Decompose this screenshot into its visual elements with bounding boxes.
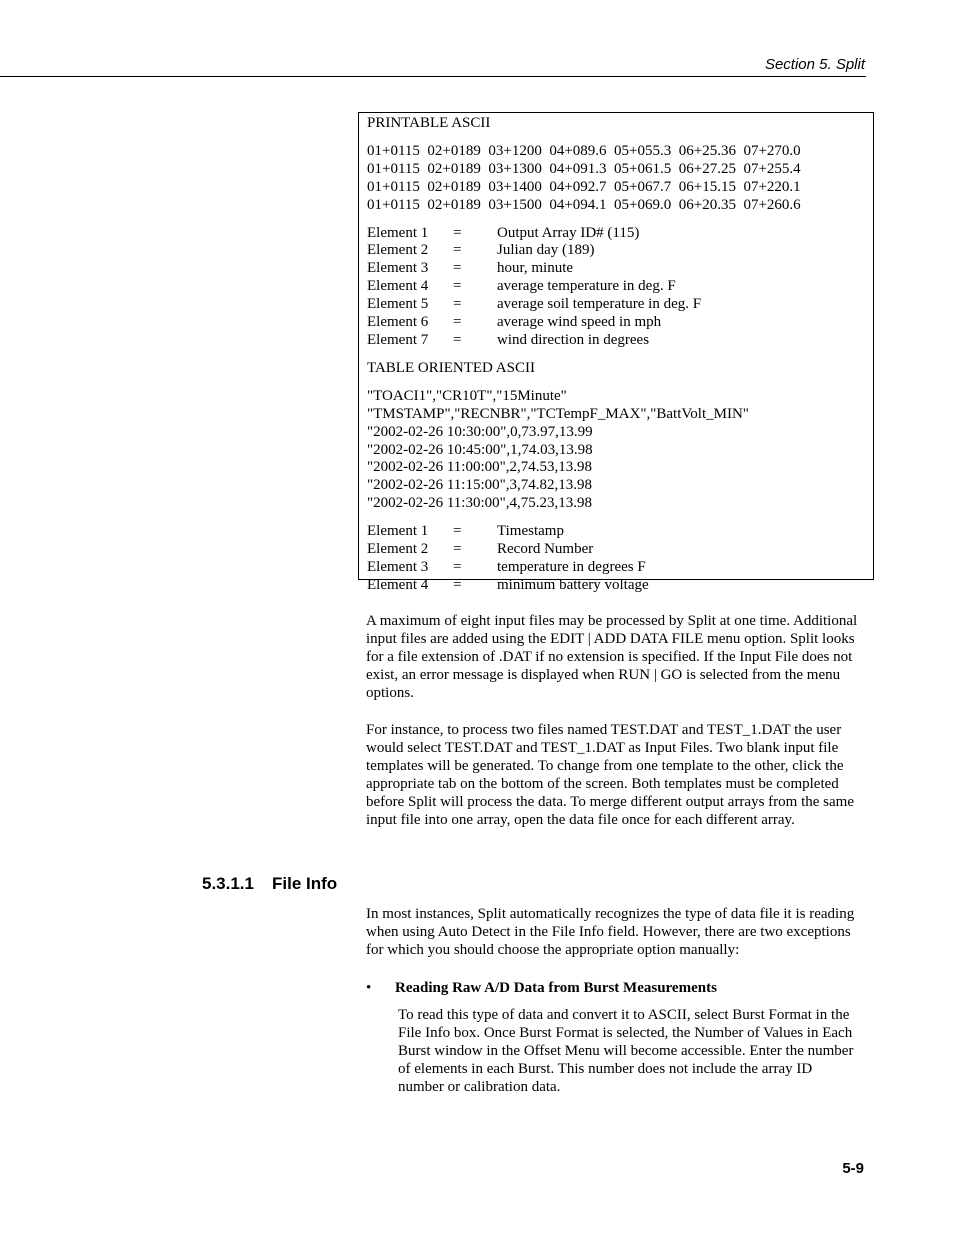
element-description: wind direction in degrees bbox=[497, 331, 650, 348]
equals-sign: = bbox=[453, 558, 462, 575]
element-name: Element 3 bbox=[367, 260, 429, 277]
table-element-list bbox=[367, 523, 865, 595]
header-rule bbox=[0, 76, 866, 77]
bullet-icon: • bbox=[366, 980, 372, 996]
element-name: Element 5 bbox=[367, 296, 429, 313]
element-row bbox=[367, 278, 865, 296]
element-description: hour, minute bbox=[497, 260, 574, 277]
element-name: Element 6 bbox=[367, 314, 429, 331]
element-row bbox=[367, 260, 865, 278]
element-row bbox=[367, 242, 865, 260]
element-description: Record Number bbox=[497, 541, 594, 558]
element-description: average temperature in deg. F bbox=[497, 278, 676, 295]
element-description: Output Array ID# (115) bbox=[497, 224, 640, 241]
paragraph-example-files: For instance, to process two files named TEST.DAT and TEST_1.DAT the user would select TEST.DAT and TEST_1.DAT as Input Files. Two blank input file templates will be generated. To change from one template to the other, click the appropriate tab on the bottom of the screen. Both templates must be completed before Split will process the data. To merge different output arrays from the same input file into one array, open the data file once for each different array. bbox=[366, 722, 854, 828]
example-output-box bbox=[358, 112, 874, 593]
element-name: Element 4 bbox=[367, 278, 429, 295]
element-row bbox=[367, 541, 865, 559]
element-row bbox=[367, 332, 865, 350]
equals-sign: = bbox=[453, 576, 462, 593]
table-row: "TMSTAMP","RECNBR","TCTempF_MAX","BattVolt_MIN" bbox=[367, 405, 749, 422]
equals-sign: = bbox=[453, 314, 462, 331]
element-name: Element 1 bbox=[367, 224, 429, 241]
element-description: Julian day (189) bbox=[497, 242, 595, 259]
element-description: average soil temperature in deg. F bbox=[497, 296, 702, 313]
printable-ascii-rows bbox=[367, 143, 865, 215]
section-heading bbox=[202, 874, 337, 894]
element-name: Element 1 bbox=[367, 523, 429, 540]
printable-row: 01+0115 02+0189 03+1200 04+089.6 05+055.3 06+25.36 07+270.0 bbox=[367, 142, 801, 159]
paragraph-input-files: A maximum of eight input files may be processed by Split at one time. Additional input files are added using the EDIT | ADD DATA FILE menu option. Split looks for a file extension of .DAT if no extension is specified. If the Input File does not exist, an error message is displayed when RUN | GO is selected from the menu options. bbox=[366, 613, 858, 701]
element-row bbox=[367, 296, 865, 314]
element-name: Element 3 bbox=[367, 558, 429, 575]
section-title: File Info bbox=[272, 874, 338, 893]
element-description: temperature in degrees F bbox=[497, 558, 646, 575]
printable-row: 01+0115 02+0189 03+1500 04+094.1 05+069.0 06+20.35 07+260.6 bbox=[367, 196, 801, 213]
table-row: "2002-02-26 11:00:00",2,74.53,13.98 bbox=[367, 459, 593, 476]
running-header: Section 5. Split bbox=[764, 56, 865, 73]
element-name: Element 2 bbox=[367, 242, 429, 259]
element-row bbox=[367, 225, 865, 243]
table-row: "2002-02-26 10:30:00",0,73.97,13.99 bbox=[367, 423, 593, 440]
printable-row: 01+0115 02+0189 03+1300 04+091.3 05+061.5 06+27.25 07+255.4 bbox=[367, 160, 801, 177]
table-ascii-rows bbox=[367, 388, 865, 513]
section-number: 5.3.1.1 bbox=[202, 874, 254, 893]
element-row bbox=[367, 577, 865, 595]
page-number: 5-9 bbox=[842, 1160, 864, 1177]
equals-sign: = bbox=[453, 260, 462, 277]
bullet-item bbox=[366, 979, 866, 997]
printable-row: 01+0115 02+0189 03+1400 04+092.7 05+067.7 06+15.15 07+220.1 bbox=[367, 178, 801, 195]
element-row bbox=[367, 523, 865, 541]
element-name: Element 7 bbox=[367, 331, 429, 348]
equals-sign: = bbox=[453, 242, 462, 259]
equals-sign: = bbox=[453, 278, 462, 295]
element-description: Timestamp bbox=[497, 523, 564, 540]
equals-sign: = bbox=[453, 296, 462, 313]
element-row bbox=[367, 314, 865, 332]
equals-sign: = bbox=[453, 523, 462, 540]
element-description: minimum battery voltage bbox=[497, 576, 649, 593]
table-ascii-heading: TABLE ORIENTED ASCII bbox=[367, 359, 535, 376]
paragraph-burst-format: To read this type of data and convert it to ASCII, select Burst Format in the File Info box. Once Burst Format is selected, the Number of Values in Each Burst window in the Offset Menu will become accessible. Enter the number of elements in each Burst. This number does not include the array ID number or calibration data. bbox=[398, 1007, 854, 1095]
equals-sign: = bbox=[453, 331, 462, 348]
printable-element-list bbox=[367, 225, 865, 350]
bullet-label: Reading Raw A/D Data from Burst Measurements bbox=[395, 980, 717, 996]
table-row: "TOACI1","CR10T","15Minute" bbox=[367, 387, 567, 404]
equals-sign: = bbox=[453, 224, 462, 241]
equals-sign: = bbox=[453, 541, 462, 558]
element-name: Element 4 bbox=[367, 576, 429, 593]
element-name: Element 2 bbox=[367, 541, 429, 558]
element-row bbox=[367, 559, 865, 577]
printable-ascii-heading: PRINTABLE ASCII bbox=[367, 115, 491, 131]
table-row: "2002-02-26 11:30:00",4,75.23,13.98 bbox=[367, 495, 593, 512]
paragraph-file-info: In most instances, Split automatically recognizes the type of data file it is reading when using Auto Detect in the File Info field. However, there are two exceptions for which you should choose the appropriate option manually: bbox=[366, 906, 855, 958]
table-row: "2002-02-26 11:15:00",3,74.82,13.98 bbox=[367, 477, 593, 494]
table-row: "2002-02-26 10:45:00",1,74.03,13.98 bbox=[367, 441, 593, 458]
element-description: average wind speed in mph bbox=[497, 314, 662, 331]
